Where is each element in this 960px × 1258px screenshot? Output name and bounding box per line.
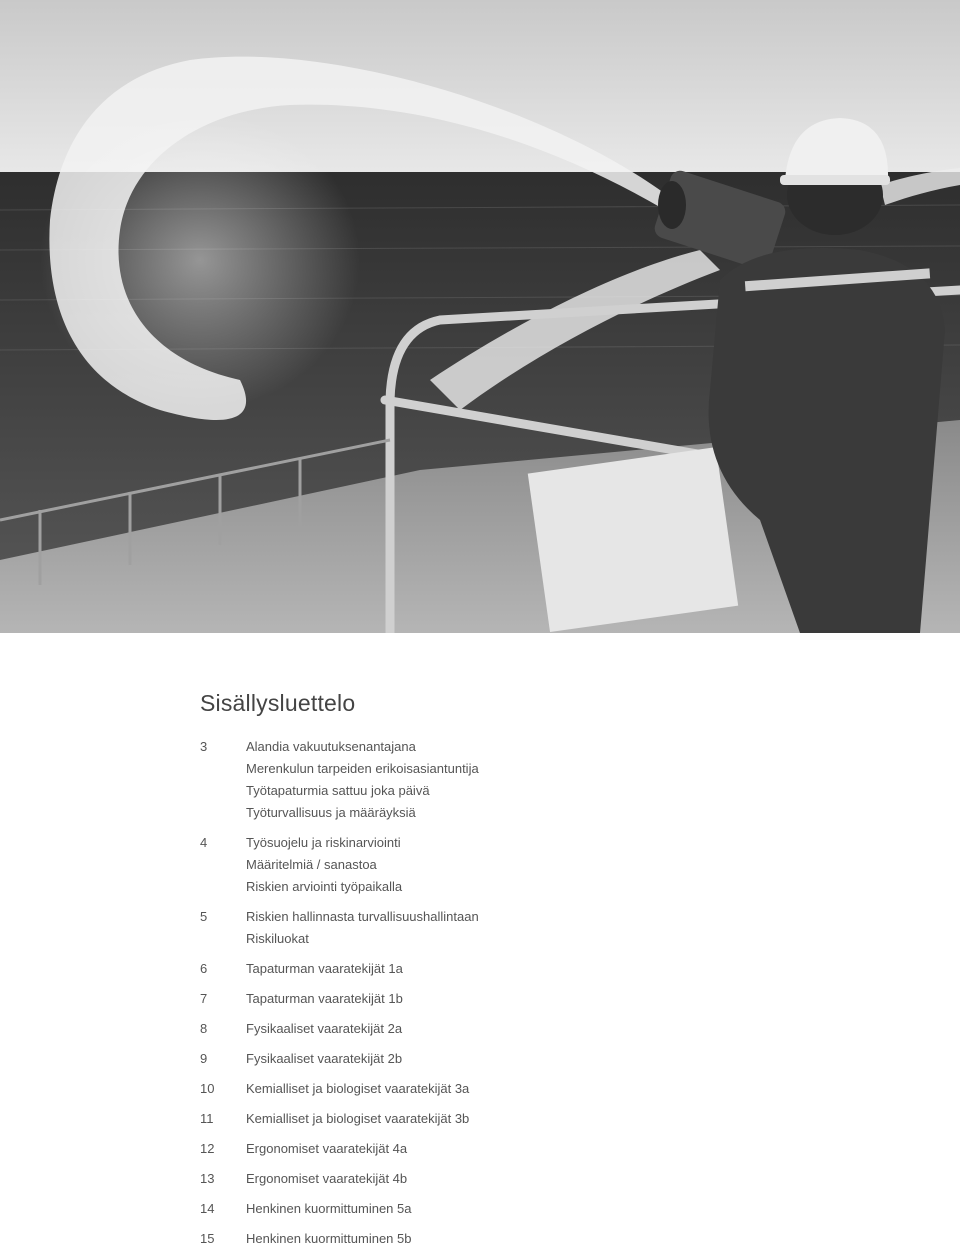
toc-entry-text: Tapaturman vaaratekijät 1b [246, 991, 403, 1006]
toc-entry[interactable] [200, 958, 760, 980]
toc-entry-text: Työtapaturmia sattuu joka päivä [246, 783, 430, 798]
toc-entry-lines [246, 1228, 760, 1250]
toc-page-number: 12 [200, 1141, 215, 1156]
toc-entry[interactable] [200, 1018, 760, 1040]
toc-page-number: 11 [200, 1111, 214, 1126]
toc-entry[interactable] [200, 832, 760, 898]
toc-entry-lines [246, 1108, 760, 1130]
toc-entry[interactable] [200, 1168, 760, 1190]
toc-entry-text: Fysikaaliset vaaratekijät 2b [246, 1051, 403, 1066]
toc-entry-text: Ergonomiset vaaratekijät 4b [246, 1171, 408, 1186]
toc-entry-lines [246, 988, 760, 1010]
toc-entry-text: Tapaturman vaaratekijät 1a [246, 961, 403, 976]
toc-entry-lines [246, 736, 760, 824]
toc-page-number: 9 [200, 1051, 208, 1066]
toc-page-number: 8 [200, 1021, 208, 1036]
toc-title: Sisällysluettelo [200, 690, 356, 716]
toc-entry[interactable] [200, 906, 760, 950]
toc-entry-text: Kemialliset ja biologiset vaaratekijät 3a [246, 1081, 470, 1096]
toc-entry-text: Riskien arviointi työpaikalla [246, 879, 403, 894]
toc-entry-text: Määritelmiä / sanastoa [246, 857, 377, 872]
toc-page-number: 10 [200, 1081, 215, 1096]
toc-entry[interactable] [200, 1108, 760, 1130]
toc-entry-lines [246, 1138, 760, 1160]
toc-entry-text: Merenkulun tarpeiden erikoisasiantuntija [246, 761, 479, 776]
toc-entry-lines [246, 1168, 760, 1190]
toc-entry-text: Työsuojelu ja riskinarviointi [246, 835, 401, 850]
toc-entry-text: Ergonomiset vaaratekijät 4a [246, 1141, 408, 1156]
toc-entry[interactable] [200, 736, 760, 824]
toc-entry-lines [246, 832, 760, 898]
toc-entry-lines [246, 906, 760, 950]
toc-entry-lines [246, 1018, 760, 1040]
toc-entry[interactable] [200, 988, 760, 1010]
toc-entry-lines [246, 958, 760, 980]
toc-entry[interactable] [200, 1048, 760, 1070]
toc-entry-text: Henkinen kuormittuminen 5a [246, 1201, 412, 1216]
toc-entry-text: Alandia vakuutuksenantajana [246, 739, 416, 754]
toc-entry-text: Kemialliset ja biologiset vaaratekijät 3b [246, 1111, 470, 1126]
toc-page-number: 7 [200, 991, 208, 1006]
toc-entry-text: Fysikaaliset vaaratekijät 2a [246, 1021, 403, 1036]
toc-page-number: 15 [200, 1231, 215, 1246]
toc-entry[interactable] [200, 1078, 760, 1100]
toc-page-number: 14 [200, 1201, 215, 1216]
toc-entry-lines [246, 1078, 760, 1100]
toc-page-number: 4 [200, 835, 208, 850]
toc-entry-lines [246, 1198, 760, 1220]
toc-entry[interactable] [200, 1228, 760, 1250]
toc-page-number: 13 [200, 1171, 215, 1186]
toc-page-number: 6 [200, 961, 208, 976]
toc-entry[interactable] [200, 1138, 760, 1160]
toc-entry-text: Riskien hallinnasta turvallisuushallintaan [246, 909, 479, 924]
toc-page-number: 5 [200, 909, 208, 924]
toc-entry-text: Henkinen kuormittuminen 5b [246, 1231, 412, 1246]
toc-entry-text: Työturvallisuus ja määräyksiä [246, 805, 416, 820]
toc-entry[interactable] [200, 1198, 760, 1220]
toc-entry-text: Riskiluokat [246, 931, 309, 946]
table-of-contents [200, 736, 760, 1258]
toc-entry-lines [246, 1048, 760, 1070]
equipment-box [528, 447, 738, 632]
toc-page-number: 3 [200, 739, 208, 754]
